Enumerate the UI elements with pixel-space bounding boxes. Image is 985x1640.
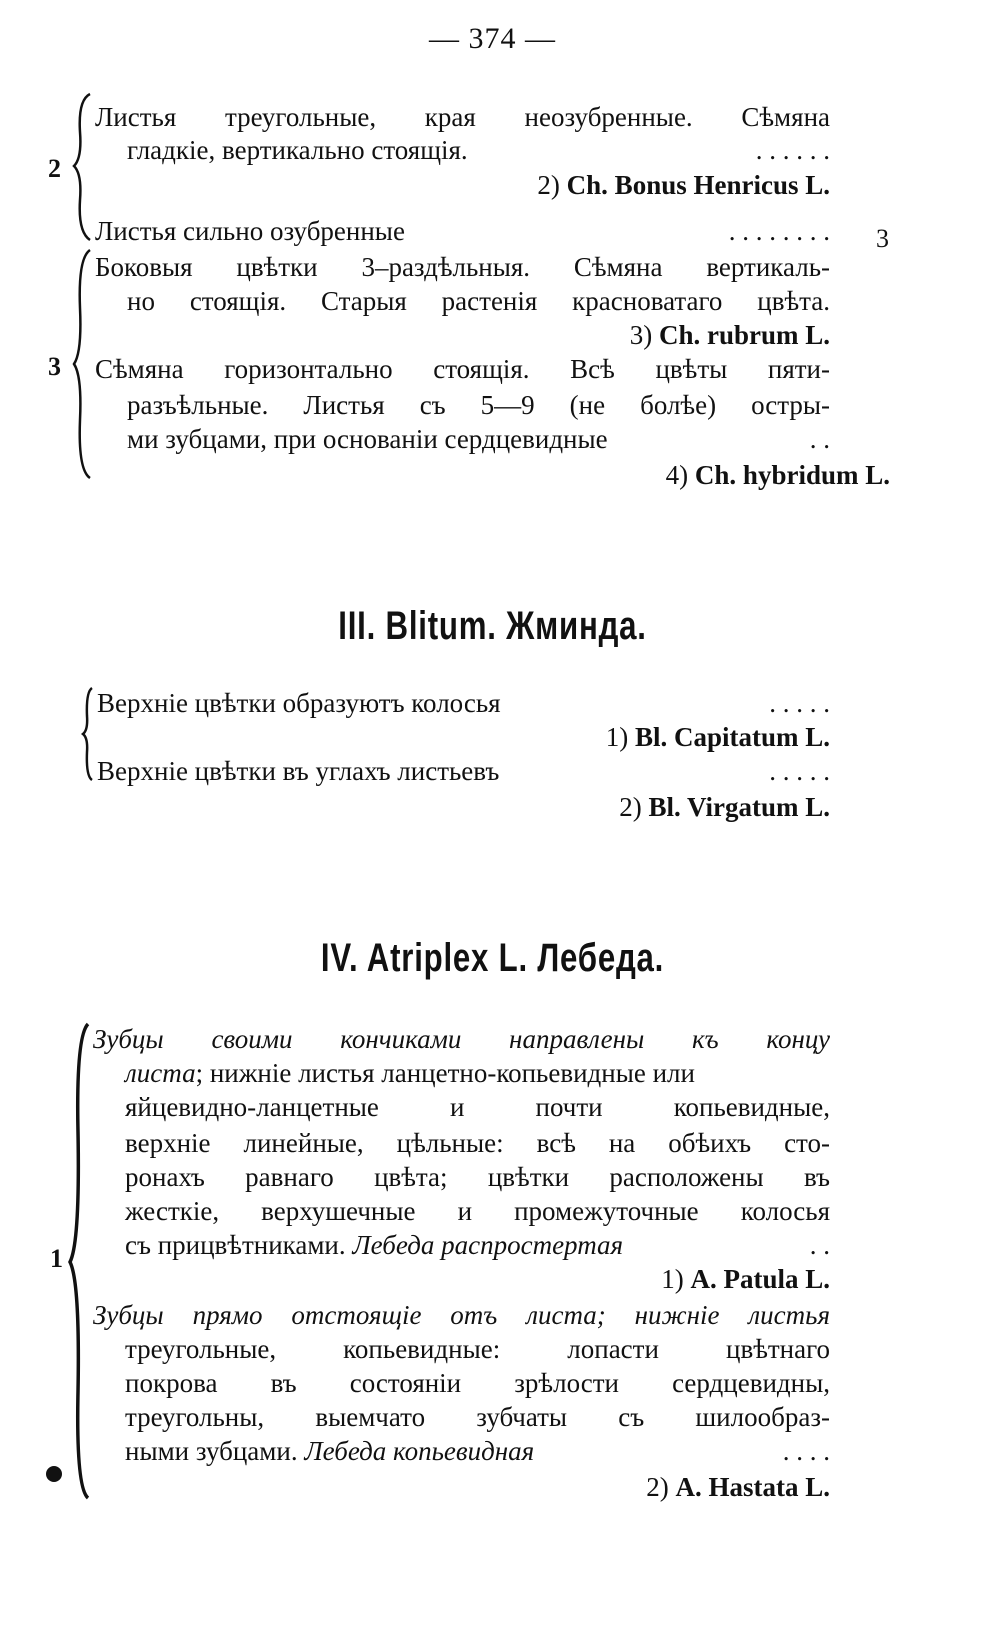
italic-text: листа bbox=[125, 1058, 196, 1088]
page-number: — 374 — bbox=[429, 22, 556, 55]
species-name: Ch. hybridum L. bbox=[694, 460, 890, 490]
atriplex-a-line-5: ронахъ равнаго цвѣта; цвѣтки расположены въ bbox=[125, 1162, 830, 1192]
atriplex-a-line-7 bbox=[125, 1228, 830, 1262]
species-number: 2) bbox=[619, 792, 642, 822]
species-name: A. Patula L. bbox=[690, 1264, 830, 1294]
species-name: Bl. Virgatum L. bbox=[648, 792, 830, 822]
species-number: 2) bbox=[537, 170, 560, 200]
species-virgatum bbox=[97, 790, 830, 824]
common-name: Лебеда копьевидная bbox=[304, 1436, 535, 1466]
species-name: Ch. Bonus Henricus L. bbox=[566, 170, 830, 200]
common-name: Лебеда распростертая bbox=[352, 1230, 624, 1260]
couplet-text: Верхніе цвѣтки въ углахъ листьевъ bbox=[97, 756, 500, 786]
atriplex-b-line-1: Зубцы прямо отстоящіе отъ листа; нижніе листья bbox=[93, 1300, 830, 1330]
species-number: 1) bbox=[605, 722, 629, 752]
species-patula bbox=[93, 1262, 830, 1296]
species-bonus-henricus bbox=[95, 168, 830, 202]
couplet-3b-text: ми зубцами, при основаніи сердцевидные bbox=[127, 424, 608, 454]
atriplex-b-line-2: треугольные, копьевидные: лопасти цвѣтнаго bbox=[125, 1334, 830, 1364]
leader-dots: . . . . bbox=[782, 1436, 830, 1466]
couplet-2b-line bbox=[95, 214, 830, 248]
couplet-2a-line-2 bbox=[127, 133, 830, 167]
atriplex-a-line-3: яйцевидно-ланцетные и почти копьевидные, bbox=[125, 1092, 830, 1122]
atriplex-a-line-2 bbox=[125, 1056, 830, 1090]
species-capitatum bbox=[97, 720, 830, 754]
ink-blot bbox=[46, 1466, 62, 1482]
couplet-ref-3: 3 bbox=[876, 224, 889, 253]
leader-dots: . . . . . . . . bbox=[728, 216, 830, 246]
body-text: съ прицвѣтниками. bbox=[125, 1230, 346, 1260]
species-number: 3) bbox=[629, 320, 653, 350]
couplet-2a-text: гладкіе, вертикально стоящія. bbox=[127, 135, 468, 165]
leader-dots: . . bbox=[809, 424, 830, 454]
species-name: Bl. Capitatum L. bbox=[634, 722, 830, 752]
brace-blitum bbox=[80, 686, 96, 782]
species-number: 4) bbox=[665, 460, 689, 490]
leader-dots: . . bbox=[809, 1230, 830, 1260]
species-number: 2) bbox=[646, 1472, 669, 1502]
blitum-couplet-a bbox=[97, 686, 830, 720]
body-text: ; нижніе листья ланцетно-копьевидные или bbox=[195, 1058, 695, 1088]
couplet-3b-line-3 bbox=[127, 422, 830, 456]
species-number: 1) bbox=[661, 1264, 684, 1294]
couplet-number-2: 2 bbox=[48, 154, 61, 183]
brace-3 bbox=[70, 248, 94, 480]
brace-2 bbox=[70, 92, 94, 242]
atriplex-a-line-4: верхніе линейные, цѣльные: всѣ на обѣихъ сто- bbox=[125, 1128, 830, 1158]
section-heading-blitum: III. Blitum. Жминда. bbox=[338, 604, 647, 648]
leader-dots: . . . . . bbox=[769, 756, 830, 786]
body-text: ными зубцами. bbox=[125, 1436, 298, 1466]
couplet-3b-line-1: Сѣмяна горизонтально стоящія. Всѣ цвѣты пяти- bbox=[95, 354, 830, 384]
couplet-2a-line-1: Листья треугольные, края неозубренные. Сѣмяна bbox=[95, 102, 830, 132]
couplet-3a-line-2: но стоящія. Старыя растенія красноватаго цвѣта. bbox=[127, 286, 830, 316]
brace-1 bbox=[66, 1022, 92, 1500]
leader-dots: . . . . . . bbox=[755, 135, 830, 165]
blitum-couplet-b bbox=[97, 754, 830, 788]
couplet-2b-text: Листья сильно озубренные bbox=[95, 216, 405, 246]
atriplex-a-line-1: Зубцы своими кончиками направлены къ концу bbox=[93, 1024, 830, 1054]
couplet-3a-line-1: Боковыя цвѣтки 3–раздѣльныя. Сѣмяна вертикаль- bbox=[95, 252, 830, 282]
couplet-number-3: 3 bbox=[48, 352, 61, 381]
atriplex-b-line-3: покрова въ состояніи зрѣлости сердцевидны, bbox=[125, 1368, 830, 1398]
atriplex-b-line-5 bbox=[125, 1434, 830, 1468]
leader-dots: . . . . . bbox=[769, 688, 830, 718]
couplet-text: Верхніе цвѣтки образуютъ колосья bbox=[97, 688, 501, 718]
species-rubrum bbox=[95, 318, 830, 352]
couplet-3b-line-2: разъѣльные. Листья съ 5—9 (не болѣе) остры- bbox=[127, 390, 830, 420]
line-text bbox=[125, 1228, 623, 1262]
species-hybridum bbox=[95, 458, 890, 492]
species-name: Ch. rubrum L. bbox=[658, 320, 830, 350]
species-hastata bbox=[93, 1470, 830, 1504]
species-name: A. Hastata L. bbox=[675, 1472, 830, 1502]
section-heading-atriplex: IV. Atriplex L. Лебеда. bbox=[320, 936, 665, 980]
atriplex-a-line-6: жесткіе, верхушечные и промежуточные колосья bbox=[125, 1196, 830, 1226]
line-text bbox=[125, 1434, 534, 1468]
couplet-number-1: 1 bbox=[50, 1244, 63, 1273]
atriplex-b-line-4: треугольны, выемчато зубчаты съ шилообраз- bbox=[125, 1402, 830, 1432]
